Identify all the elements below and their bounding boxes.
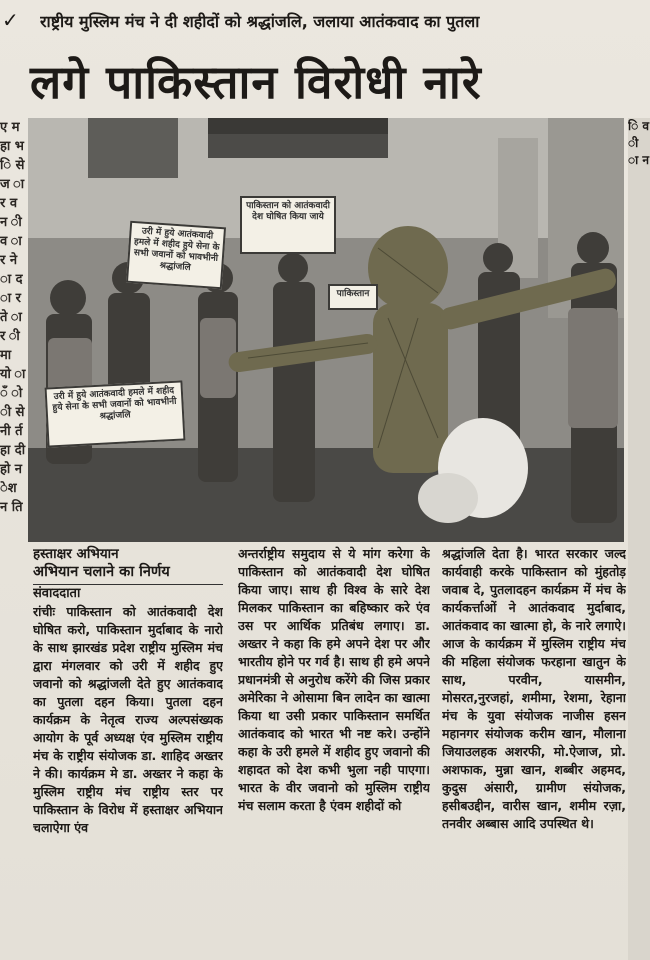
protest-photo-illustration — [28, 118, 624, 542]
check-mark-icon: ✓ — [2, 8, 19, 32]
column-1-body: रांचीः पाकिस्तान को आतंकवादी देश घोषित करो, पाकिस्तान मुर्दाबाद के नारो के साथ झारखंड प्रदेश राष्ट्रीय मुस्लिम मंच द्वारा मंगलवार को उरी में शहीद हुए जवानो को श्रद्धांजली देते हुए आतंकवाद का पुतला दहन किया। पुतला दहन कार्यक्रम के नेतृत्व राज्य अल्पसंख्यक आयोग के पूर्व अध्यक्ष एंव मुस्लिम राष्ट्रीय मंच के राष्ट्रीय संयोजक डा. शाहिद अख्तर ने की। कार्यक्रम मे डा. अख्तर ने कहा के मुस्लिम राष्ट्रीय मंच राष्ट्रीय स्तर पर पाकिस्तान के विरोध में हस्ताक्षर अभियान चलाऐगा एंव — [33, 604, 223, 835]
column-subhead-1: हस्ताक्षर अभियान — [33, 546, 119, 562]
protest-sign-1: पाकिस्तान को आतंकवादी देश घोषित किया जाये — [240, 196, 336, 254]
article-headline: लगे पाकिस्तान विरोधी नारे — [30, 55, 482, 109]
column-3-body: श्रद्धांजलि देता है। भारत सरकार जल्द कार्यवाही करके पाकिस्तान को मुंहतोड़ जवाब दे, पुतलादहन कार्यक्रम में मंच के कार्यकर्त्ताओं ने आतंकवाद मुर्दाबाद, आतंकवाद का खात्मा हो, के नारे लगाऐ। आज के कार्यक्रम में मुस्लिम राष्ट्रीय मंच की महिला संयोजक फरहाना खातुन के साथ, परवीन, यासमीन, मोसरत,नुरजहां, शमीमा, रेशमा, रेहाना मंच के युवा संयोजक नाजीस हसन महानगर संयोजक करीम खान, मौलाना जियाउलहक अशरफी, मो.ऐजाज, प्रो. अशफाक, मुन्ना खान, शब्बीर अहमद, कुदुस अंसारी, ग्रामीण संयोजक, हसीबउद्दीन, वारीस खान, शमीम रज़ा, तनवीर अब्बास आदि उपस्थित थे। — [442, 546, 626, 831]
right-margin-adjacent-article: ि व ी ा न — [628, 118, 650, 960]
article-column-1 — [33, 545, 223, 960]
column-subhead-2: अभियान चलाने का निर्णय — [33, 563, 223, 585]
left-margin-adjacent-article: ए म हा भ ि से ज ा र व न ी व ा र ने ा द ा र ते ा र ी मा यो ा ँ ो ी से नी र्त हा दी हो न ेश न ति — [0, 120, 26, 515]
article-subheadline: राष्ट्रीय मुस्लिम मंच ने दी शहीदों को श्रद्धांजलि, जलाया आतंकवाद का पुतला — [40, 12, 480, 31]
protest-sign-4: पाकिस्तान — [328, 284, 378, 310]
article-column-3 — [442, 545, 626, 960]
protest-sign-2: उरी में हुये आतंकवादी हमले में शहीद हुये सेना के सभी जवानों को भावभीनी श्रद्धांजलि — [126, 221, 226, 290]
column-2-body: अन्तर्राष्ट्रीय समुदाय से ये मांग करेगा के पाकिस्तान को आतंकवादी देश घोषित किया जाए। साथ ही विश्व के सारे देश मिलकर पाकिस्तान का बहिष्कार करे एंव उस पर आर्थिक प्रतिबंध लगाए। डा. अख्तर ने कहा कि हमे अपने देश पर और भारतीय होने पर गर्व है। साथ ही हमे अपने प्रधानमंत्री से अनुरोध करेंगे की जिस प्रकार अमेरिका ने ओसामा बिन लादेन का खात्मा किया था उसी प्रकार पाकिस्तान समर्थित आतंकवाद को भारत भी नष्ट करे। उन्होंने कहा के उरी हमले में शहीद हुए जवानो की शहादत को देश कभी भुला नही पाएगा। भारत के वीर जवानो को मुस्लिम राष्ट्रीय मंच सलाम करता है एंवम शहीदों को — [238, 546, 430, 813]
article-column-2 — [238, 545, 430, 960]
byline: संवाददाता — [33, 586, 81, 601]
protest-photo — [28, 118, 624, 542]
protest-sign-3: उरी में हुये आतंकवादी हमले में शहीद हुये सेना के सभी जवानों को भावभीनी श्रद्धांजलि — [45, 380, 186, 447]
